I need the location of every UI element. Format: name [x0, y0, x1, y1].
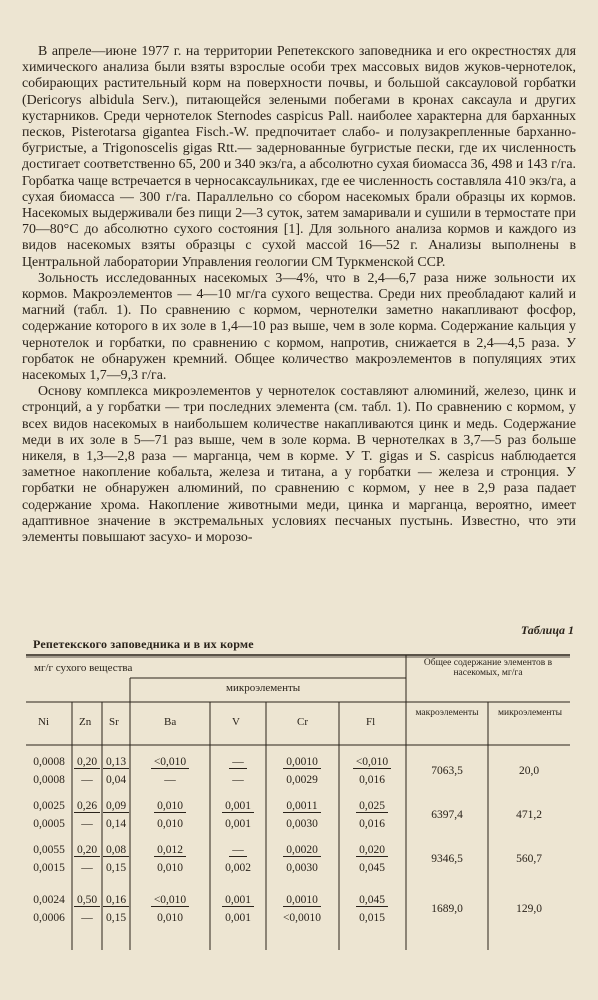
cell-v-r4-insect: 0,001 [210, 894, 266, 906]
cell-macro-total-r1: 7063,5 [431, 765, 463, 777]
cell-ni-r4-insect: 0,0024 [33, 894, 65, 906]
paragraph-2: Зольность исследованных насекомых 3—4%, что в 2,4—6,7 раза ниже зольности их кормов. Макроэлементов — 4—10 мг/га сухого вещества. Среди них преобладают калий и магний (табл. 1). По сравнению с кормом, чернотелки заметно накапливают фосфор, содержание которого в их золе в 1,4—10 раз выше, чем в золе корма. Содержание кальция у чернотелок и горбатки, по сравнению с кормом, напротив, снижается в 2,4—4,5 раза. У горбаток не обнаружен кремний. Общее количество макроэлементов в популяциях этих насекомых 1,7—9,3 г/га. [22, 270, 576, 384]
cell-sr-r4-forage: 0,15 [105, 912, 127, 924]
cell-sr-r3-forage: 0,15 [105, 862, 127, 874]
cell-zn-r1-forage: — [81, 774, 93, 786]
col-ba: Ba [164, 716, 177, 728]
cell-ni-r4-forage: 0,0006 [33, 912, 65, 924]
total-header: Общее содержание элементов в насекомых, мг/га [423, 658, 553, 678]
cell-sr-r3-insect: 0,08 [102, 844, 130, 856]
cell-macro-total-r4: 1689,0 [431, 903, 463, 915]
cell-micro-total-r1: 20,0 [518, 765, 540, 777]
cell-sr-r2-insect: 0,09 [102, 800, 130, 812]
cell-fl-r3-insect: 0,020 [339, 844, 406, 856]
cell-ba-r3-forage: 0,010 [157, 862, 183, 874]
cell-v-r2-insect: 0,001 [210, 800, 266, 812]
paragraph-3: Основу комплекса микроэлементов у чернотелок составляют алюминий, железо, цинк и стронций, а у горбатки — три последних элемента (см. табл. 1). По сравнению с кормом, у всех видов насекомых в наибольшем количестве накапливаются цинк и медь. Содержание меди в их золе в 5—71 раз выше, чем в золе корма. В чернотелках в 3,7—5 раз больше никеля, в 1,3—2,8 раза — марганца, чем в корме. У T. gigas и S. caspicus наблюдается заметное накопление кобальта, железа и титана, а у горбатки — железа и стронция. У горбатки не обнаружен алюминий, по сравнению с кормом, у нее в 2,9 раза падает содержание хрома. Накопление животными меди, цинка и марганца, вероятно, имеет адаптивное значение в экстремальных условиях песчаных пустынь. Известно, что эти элементы повышают засухо- и морозо- [22, 384, 576, 546]
cell-zn-r4-forage: — [81, 912, 93, 924]
cell-fl-r2-insect: 0,025 [339, 800, 406, 812]
cell-zn-r2-forage: — [81, 818, 93, 830]
cell-ba-r2-insect: 0,010 [130, 800, 210, 812]
micro-col-header: микроэлементы [497, 708, 563, 718]
cell-sr-r1-forage: 0,04 [105, 774, 127, 786]
table-caption: Таблица 1 [520, 623, 574, 637]
cell-v-r4-forage: 0,001 [225, 912, 251, 924]
data-table [26, 654, 570, 950]
cell-cr-r2-forage: 0,0030 [286, 818, 318, 830]
cell-ba-r3-insect: 0,012 [130, 844, 210, 856]
cell-ni-r3-insect: 0,0055 [33, 844, 65, 856]
paragraph-1: В апреле—июне 1977 г. на территории Репетекского заповедника и его окрестностях для химического анализа были взяты взрослые особи трех массовых видов жуков-чернотелок, собирающих растительный корм на поверхности почвы, и большой саксауловой горбатки (Dericorys albidula Serv.), питающейся зелеными побегами в кронах саксаула и других кустарников. Среди чернотелок Sternodes caspicus Pall. наиболее характерна для барханных песков, Pisterotarsa gigantea Fisch.-W. предпочитает слабо- и полузакрепленные барханно-бугристые, а Trigonoscelis gigas Rtt.— задернованные бугристые пески, где их численность достигает соответственно 65, 200 и 340 экз/га, а абсолютно сухая биомасса 36, 498 и 143 г/га. Горбатка чаще встречается в черносаксаульниках, где ее численность составляла 410 экз/га, а сухая биомасса — 300 г/га. Параллельно со сбором насекомых брали образцы их кормов. Насекомых выдерживали без пищи 2—3 суток, затем замаривали и сушили в термостате при 70—80°С до абсолютно сухого состояния [1]. Для зольного анализа кормов и каждого из видов насекомых взяты образцы с сухой массой 16—52 г. Анализы выполнены в Центральной лаборатории Управления геологии СМ Туркменской ССР. [22, 44, 576, 270]
cell-ba-r4-insect: <0,010 [130, 894, 210, 906]
cell-cr-r4-forage: <0,0010 [282, 912, 322, 924]
table-title: Репетекского заповедника и в их корме [33, 637, 254, 651]
cell-zn-r2-insect: 0,26 [72, 800, 102, 812]
cell-ni-r2-insect: 0,0025 [33, 800, 65, 812]
cell-ba-r1-insect: <0,010 [130, 756, 210, 768]
cell-ba-r4-forage: 0,010 [157, 912, 183, 924]
cell-ni-r1-insect: 0,0008 [33, 756, 65, 768]
cell-v-r3-forage: 0,002 [225, 862, 251, 874]
cell-zn-r4-insect: 0,50 [72, 894, 102, 906]
cell-v-r1-forage: — [232, 774, 244, 786]
cell-ba-r2-forage: 0,010 [157, 818, 183, 830]
cell-micro-total-r2: 471,2 [516, 809, 542, 821]
cell-fl-r4-insect: 0,045 [339, 894, 406, 906]
cell-fl-r1-forage: 0,016 [359, 774, 385, 786]
cell-cr-r3-forage: 0,0030 [286, 862, 318, 874]
cell-ni-r2-forage: 0,0005 [33, 818, 65, 830]
col-ni: Ni [38, 716, 49, 728]
macro-col-header: макроэлементы [415, 708, 479, 718]
col-v: V [232, 716, 240, 728]
cell-cr-r2-insect: 0,0011 [266, 800, 339, 812]
cell-zn-r3-forage: — [81, 862, 93, 874]
col-zn: Zn [79, 716, 92, 728]
cell-ni-r3-forage: 0,0015 [33, 862, 65, 874]
cell-v-r1-insect: — [210, 756, 266, 768]
cell-cr-r3-insect: 0,0020 [266, 844, 339, 856]
cell-cr-r4-insect: 0,0010 [266, 894, 339, 906]
cell-zn-r1-insect: 0,20 [72, 756, 102, 768]
cell-sr-r1-insect: 0,13 [102, 756, 130, 768]
cell-micro-total-r4: 129,0 [516, 903, 542, 915]
cell-sr-r4-insect: 0,16 [102, 894, 130, 906]
cell-micro-total-r3: 560,7 [516, 853, 542, 865]
cell-zn-r3-insect: 0,20 [72, 844, 102, 856]
cell-ni-r1-forage: 0,0008 [33, 774, 65, 786]
col-sr: Sr [109, 716, 119, 728]
unit-header: мг/г сухого вещества [34, 662, 133, 674]
cell-cr-r1-insect: 0,0010 [266, 756, 339, 768]
article-body [22, 44, 576, 546]
cell-v-r3-insect: — [210, 844, 266, 856]
cell-fl-r2-forage: 0,016 [359, 818, 385, 830]
cell-ba-r1-forage: — [164, 774, 176, 786]
cell-fl-r4-forage: 0,015 [359, 912, 385, 924]
cell-macro-total-r2: 6397,4 [431, 809, 463, 821]
cell-fl-r3-forage: 0,045 [359, 862, 385, 874]
col-fl: Fl [366, 716, 376, 728]
cell-sr-r2-forage: 0,14 [105, 818, 127, 830]
micro-header: микроэлементы [226, 682, 301, 694]
cell-fl-r1-insect: <0,010 [339, 756, 406, 768]
cell-v-r2-forage: 0,001 [225, 818, 251, 830]
cell-cr-r1-forage: 0,0029 [286, 774, 318, 786]
cell-macro-total-r3: 9346,5 [431, 853, 463, 865]
col-cr: Cr [297, 716, 308, 728]
